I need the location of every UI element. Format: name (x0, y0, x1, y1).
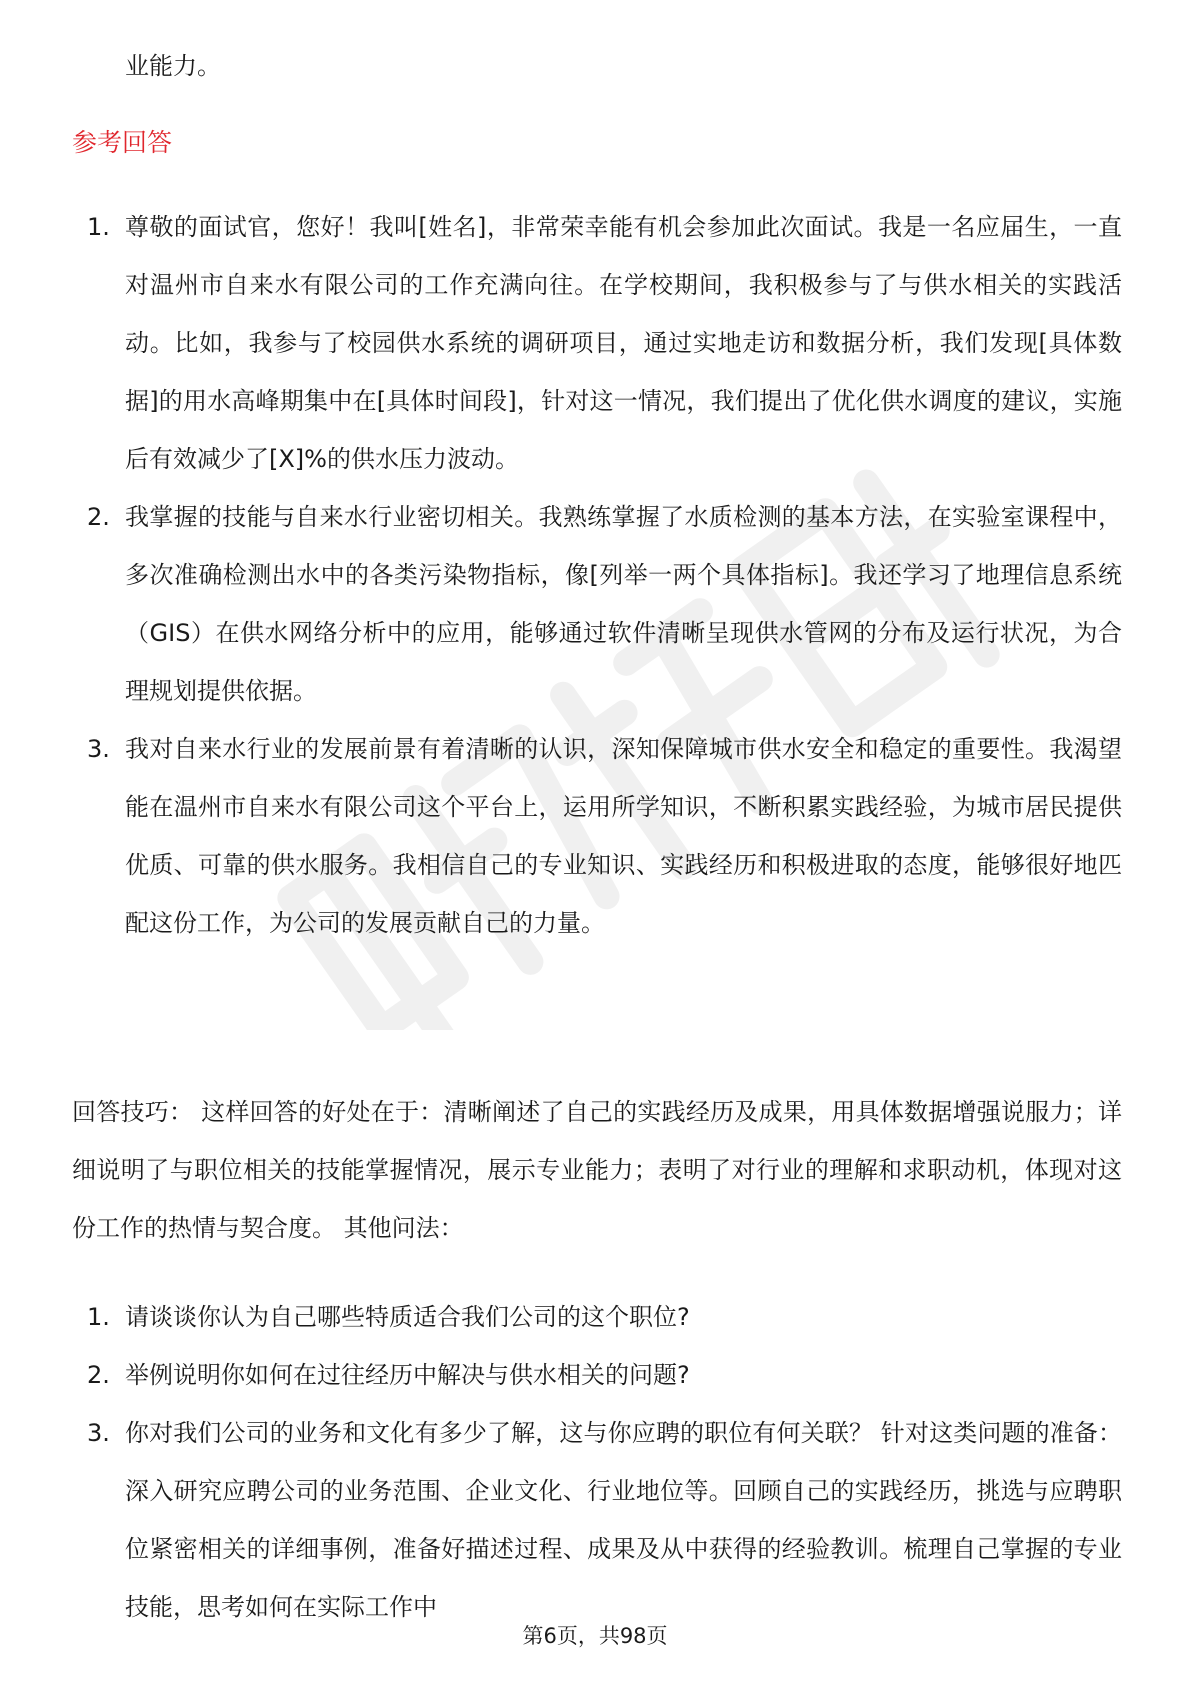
list-number: 3. (87, 735, 110, 763)
other-question-item (72, 1346, 1122, 1404)
list-number: 1. (87, 1303, 110, 1331)
answer-text: 尊敬的面试官，您好！我叫[姓名]，非常荣幸能有机会参加此次面试。我是一名应届生，一直对温州市自来水有限公司的工作充满向往。在学校期间，我积极参与了与供水相关的实践活动。比如，我参与了校园供水系统的调研项目，通过实地走访和数据分析，我们发现[具体数据]的用水高峰期集中在[具体时间段]，针对这一情况，我们提出了优化供水调度的建议，实施后有效减少了[X]%的供水压力波动。 (125, 213, 1122, 473)
question-text: 请谈谈你认为自己哪些特质适合我们公司的这个职位? (125, 1303, 690, 1331)
answer-item (72, 198, 1122, 488)
list-number: 1. (87, 213, 110, 241)
tips-paragraph: 回答技巧： 这样回答的好处在于：清晰阐述了自己的实践经历及成果，用具体数据增强说服力；详细说明了与职位相关的技能掌握情况，展示专业能力；表明了对行业的理解和求职动机，体现对这份工作的热情与契合度。 其他问法： (72, 1098, 1122, 1242)
question-text: 你对我们公司的业务和文化有多少了解，这与你应聘的职位有何关联？ 针对这类问题的准备： 深入研究应聘公司的业务范围、企业文化、行业地位等。回顾自己的实践经历，挑选与应聘职位紧密相关的详细事例，准备好描述过程、成果及从中获得的经验教训。梳理自己掌握的专业技能，思考如何在实际工作中 (125, 1419, 1122, 1621)
list-number: 2. (87, 503, 110, 531)
continuation-text: 业能力。 (125, 52, 221, 80)
other-question-item (72, 1404, 1122, 1636)
other-questions-list (72, 1288, 1122, 1636)
answer-text: 我对自来水行业的发展前景有着清晰的认识，深知保障城市供水安全和稳定的重要性。我渴望能在温州市自来水有限公司这个平台上，运用所学知识，不断积累实践经验，为城市居民提供优质、可靠的供水服务。我相信自己的专业知识、实践经历和积极进取的态度，能够很好地匹配这份工作，为公司的发展贡献自己的力量。 (125, 735, 1122, 937)
answer-text: 我掌握的技能与自来水行业密切相关。我熟练掌握了水质检测的基本方法，在实验室课程中，多次准确检测出水中的各类污染物指标，像[列举一两个具体指标]。我还学习了地理信息系统（GIS）在供水网络分析中的应用，能够通过软件清晰呈现供水管网的分布及运行状况，为合理规划提供依据。 (125, 503, 1122, 705)
list-number: 2. (87, 1361, 110, 1389)
answer-item (72, 488, 1122, 720)
question-text: 举例说明你如何在过往经历中解决与供水相关的问题? (125, 1361, 690, 1389)
answer-item (72, 720, 1122, 952)
section-heading-reference-answer: 参考回答 (72, 128, 173, 157)
list-number: 3. (87, 1419, 110, 1447)
page-footer: 第6页，共98页 (522, 1624, 668, 1648)
other-question-item (72, 1288, 1122, 1346)
answer-list (72, 198, 1122, 952)
